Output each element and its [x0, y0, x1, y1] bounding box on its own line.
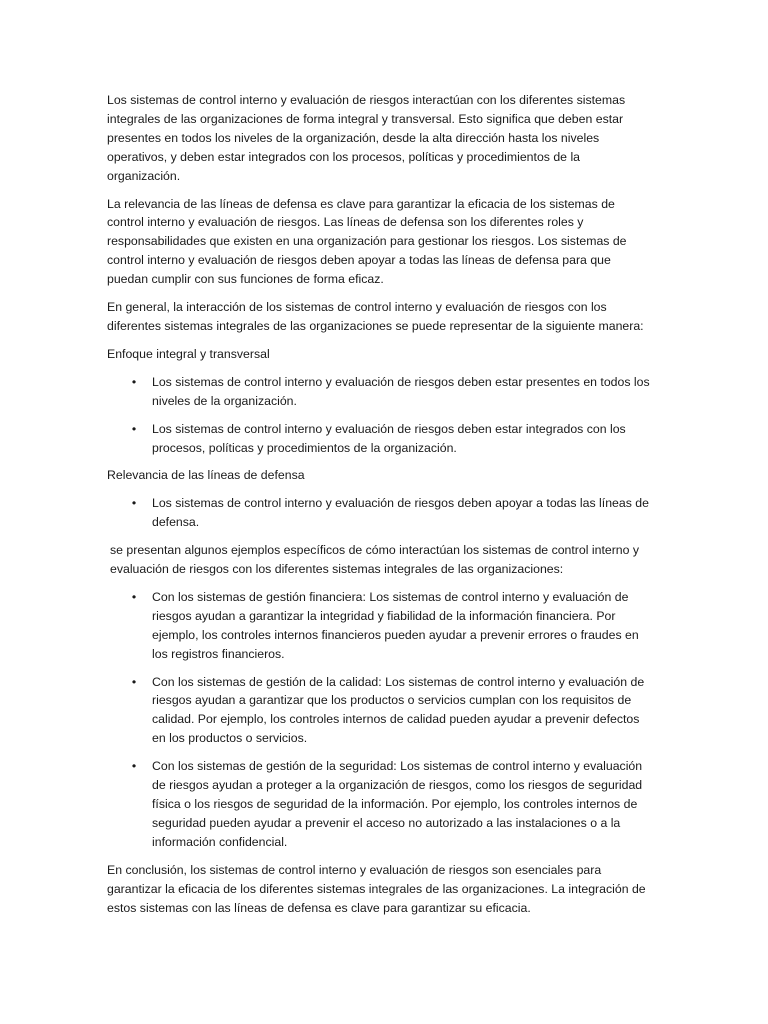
- paragraph-general-interaction: En general, la interacción de los sistemas de control interno y evaluación de riesgos con los diferentes sistemas integrales de las organizaciones se puede representar de la siguiente manera:: [107, 300, 644, 333]
- list-item: [107, 494, 655, 532]
- document-page: [107, 91, 655, 926]
- list-item-text: Con los sistemas de gestión de la seguridad: Los sistemas de control interno y evaluación de riesgos ayudan a proteger a la organización de riesgos, como los riesgos de seguridad física o los riesgos de seguridad de la información. Por ejemplo, los controles internos de seguridad pueden ayudar a prevenir el acceso no autorizado a las instalaciones o a la información confidencial.: [152, 759, 643, 849]
- paragraph-conclusion: En conclusión, los sistemas de control interno y evaluación de riesgos son esenciales para garantizar la eficacia de los diferentes sistemas integrales de las organizaciones. La integración de estos sistemas con las líneas de defensa es clave para garantizar su eficacia.: [107, 862, 646, 915]
- list-item: [107, 588, 655, 664]
- list-item-text: Con los sistemas de gestión de la calidad: Los sistemas de control interno y evaluación de riesgos ayudan a garantizar que los productos o servicios cumplan con los requisitos de calidad. Por ejemplo, los controles internos de calidad pueden ayudar a prevenir defectos en los productos o servicios.: [152, 674, 645, 746]
- list-item-text: Con los sistemas de gestión financiera: Los sistemas de control interno y evaluación de riesgos ayudan a garantizar la integridad y fiabilidad de la información financiera. Por ejemplo, los controles internos financieros pueden ayudar a prevenir errores o fraudes en los registros financieros.: [152, 589, 639, 661]
- bullet-list-integral: [107, 373, 655, 458]
- list-item: [107, 373, 655, 411]
- list-item-text: Los sistemas de control interno y evaluación de riesgos deben estar integrados con los procesos, políticas y procedimientos de la organización.: [152, 421, 626, 455]
- paragraph-examples-intro: se presentan algunos ejemplos específicos de cómo interactúan los sistemas de control interno y evaluación de riesgos con los diferentes sistemas integrales de las organizaciones:: [110, 543, 640, 577]
- list-item: [107, 673, 655, 749]
- list-item: [107, 420, 655, 458]
- bullet-icon: •: [131, 759, 137, 774]
- bullet-list-defense: [107, 494, 655, 532]
- bullet-icon: •: [131, 421, 137, 436]
- bullet-icon: •: [131, 674, 137, 689]
- bullet-icon: •: [131, 374, 137, 389]
- list-item-text: Los sistemas de control interno y evaluación de riesgos deben apoyar a todas las líneas de defensa.: [152, 496, 649, 530]
- bullet-icon: •: [131, 589, 137, 604]
- bullet-list-examples: [107, 588, 655, 852]
- section-heading-integral: Enfoque integral y transversal: [107, 346, 270, 361]
- list-item-text: Los sistemas de control interno y evaluación de riesgos deben estar presentes en todos los niveles de la organización.: [152, 374, 650, 408]
- paragraph-intro: Los sistemas de control interno y evaluación de riesgos interactúan con los diferentes sistemas integrales de las organizaciones de forma integral y transversal. Esto significa que deben estar presentes en todos los niveles de la organización, desde la alta dirección hasta los niveles operativos, y deben estar integrados con los procesos, políticas y procedimientos de la organización.: [107, 93, 626, 183]
- bullet-icon: •: [131, 496, 137, 511]
- paragraph-lines-of-defense: La relevancia de las líneas de defensa es clave para garantizar la eficacia de los sistemas de control interno y evaluación de riesgos. Las líneas de defensa son los diferentes roles y responsabilidades que existen en una organización para gestionar los riesgos. Los sistemas de control interno y evaluación de riesgos deben apoyar a todas las líneas de defensa para que puedan cumplir con sus funciones de forma eficaz.: [107, 196, 627, 287]
- section-heading-defense: Relevancia de las líneas de defensa: [107, 468, 305, 483]
- list-item: [107, 757, 655, 852]
